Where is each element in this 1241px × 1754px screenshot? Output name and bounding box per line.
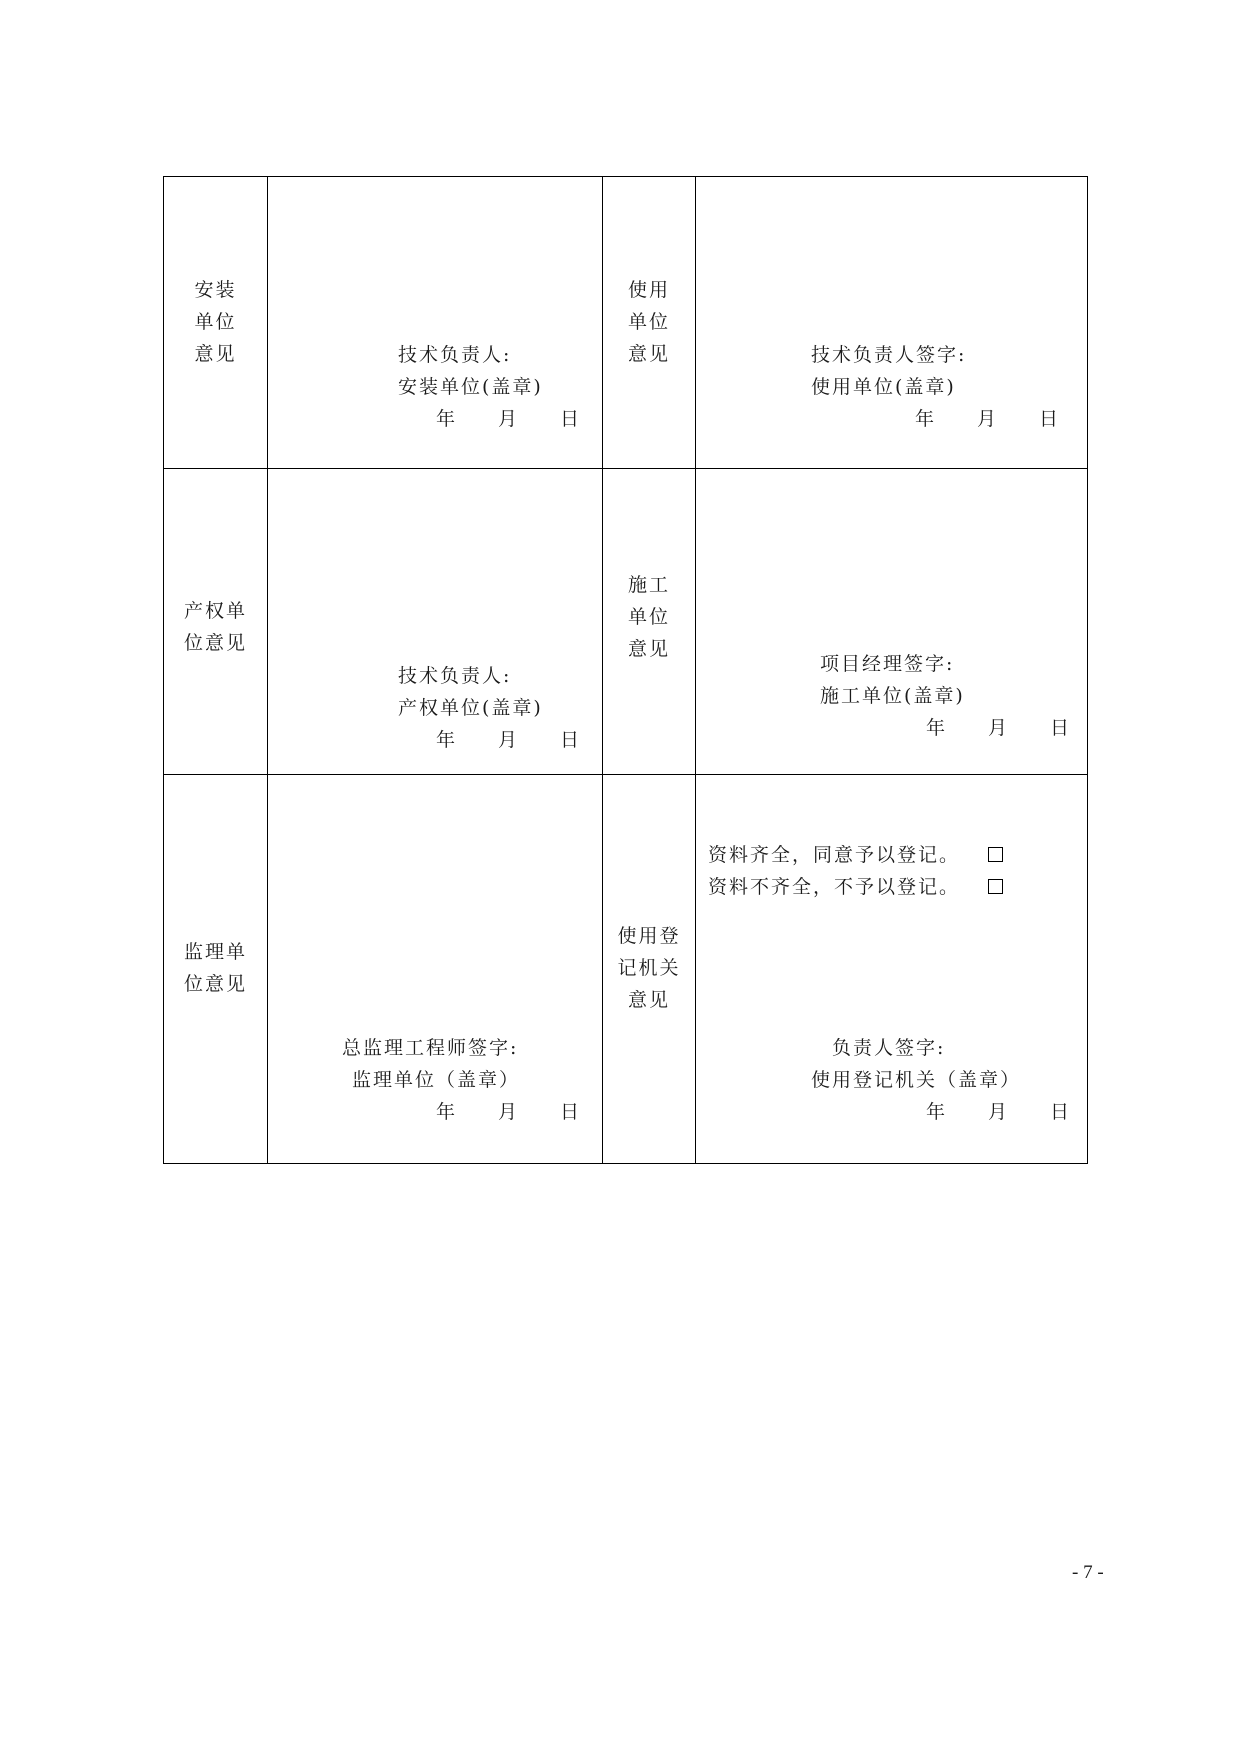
contractor-opinion-field[interactable] [696, 469, 1088, 775]
registration-authority-label-cell [603, 775, 696, 1164]
installer-date: 年 月 日 [436, 408, 580, 430]
supervisor-opinion-label: 监理单 位意见 [183, 941, 247, 995]
installer-label-cell [164, 177, 268, 469]
owner-date: 年 月 日 [436, 729, 580, 751]
installer-opinion-label: 安装 单位 意见 [194, 279, 237, 365]
reject-option-text: 资料不齐全，不予以登记。 [708, 876, 961, 898]
user-label-cell [603, 177, 696, 469]
reject-option[interactable] [708, 871, 960, 903]
page-number: - 7 - [1072, 1562, 1104, 1583]
approve-option[interactable] [708, 839, 960, 871]
user-opinion-field[interactable] [696, 177, 1088, 469]
registration-authority-opinion-field[interactable] [696, 775, 1088, 1164]
contractor-opinion-label: 施工 单位 意见 [627, 574, 670, 660]
registration-authority-opinion-label: 使用登 记机关 意见 [617, 925, 681, 1011]
owner-label-cell [164, 469, 268, 775]
contractor-label-cell [603, 469, 696, 775]
project-manager-signature: 项目经理签字: [820, 653, 955, 675]
chief-supervisor-signature: 总监理工程师签字: [342, 1037, 519, 1059]
user-tech-lead-signature: 技术负责人签字: [811, 344, 967, 366]
contractor-seal: 施工单位(盖章) [820, 685, 965, 707]
supervisor-seal: 监理单位（盖章） [352, 1069, 521, 1091]
user-date: 年 月 日 [915, 408, 1059, 430]
table-row [164, 177, 1088, 469]
approve-option-text: 资料齐全，同意予以登记。 [708, 844, 961, 866]
installer-opinion-field[interactable] [268, 177, 603, 469]
responsible-person-signature: 负责人签字: [832, 1037, 946, 1059]
registration-authority-seal: 使用登记机关（盖章） [811, 1069, 1022, 1091]
table-row [164, 469, 1088, 775]
table-row [164, 775, 1088, 1164]
installer-seal: 安装单位(盖章) [398, 376, 543, 398]
registration-opinion-table [163, 176, 1088, 1164]
user-seal: 使用单位(盖章) [811, 376, 956, 398]
owner-opinion-label: 产权单 位意见 [183, 600, 247, 654]
owner-opinion-field[interactable] [268, 469, 603, 775]
reject-checkbox[interactable] [988, 879, 1003, 894]
user-opinion-label: 使用 单位 意见 [627, 279, 670, 365]
supervisor-label-cell [164, 775, 268, 1164]
supervisor-opinion-field[interactable] [268, 775, 603, 1164]
supervisor-date: 年 月 日 [436, 1101, 580, 1123]
owner-seal: 产权单位(盖章) [398, 697, 543, 719]
owner-tech-lead-signature: 技术负责人: [398, 665, 512, 687]
installer-tech-lead-signature: 技术负责人: [398, 344, 512, 366]
registration-authority-date: 年 月 日 [926, 1101, 1070, 1123]
contractor-date: 年 月 日 [926, 717, 1070, 739]
approve-checkbox[interactable] [988, 847, 1003, 862]
